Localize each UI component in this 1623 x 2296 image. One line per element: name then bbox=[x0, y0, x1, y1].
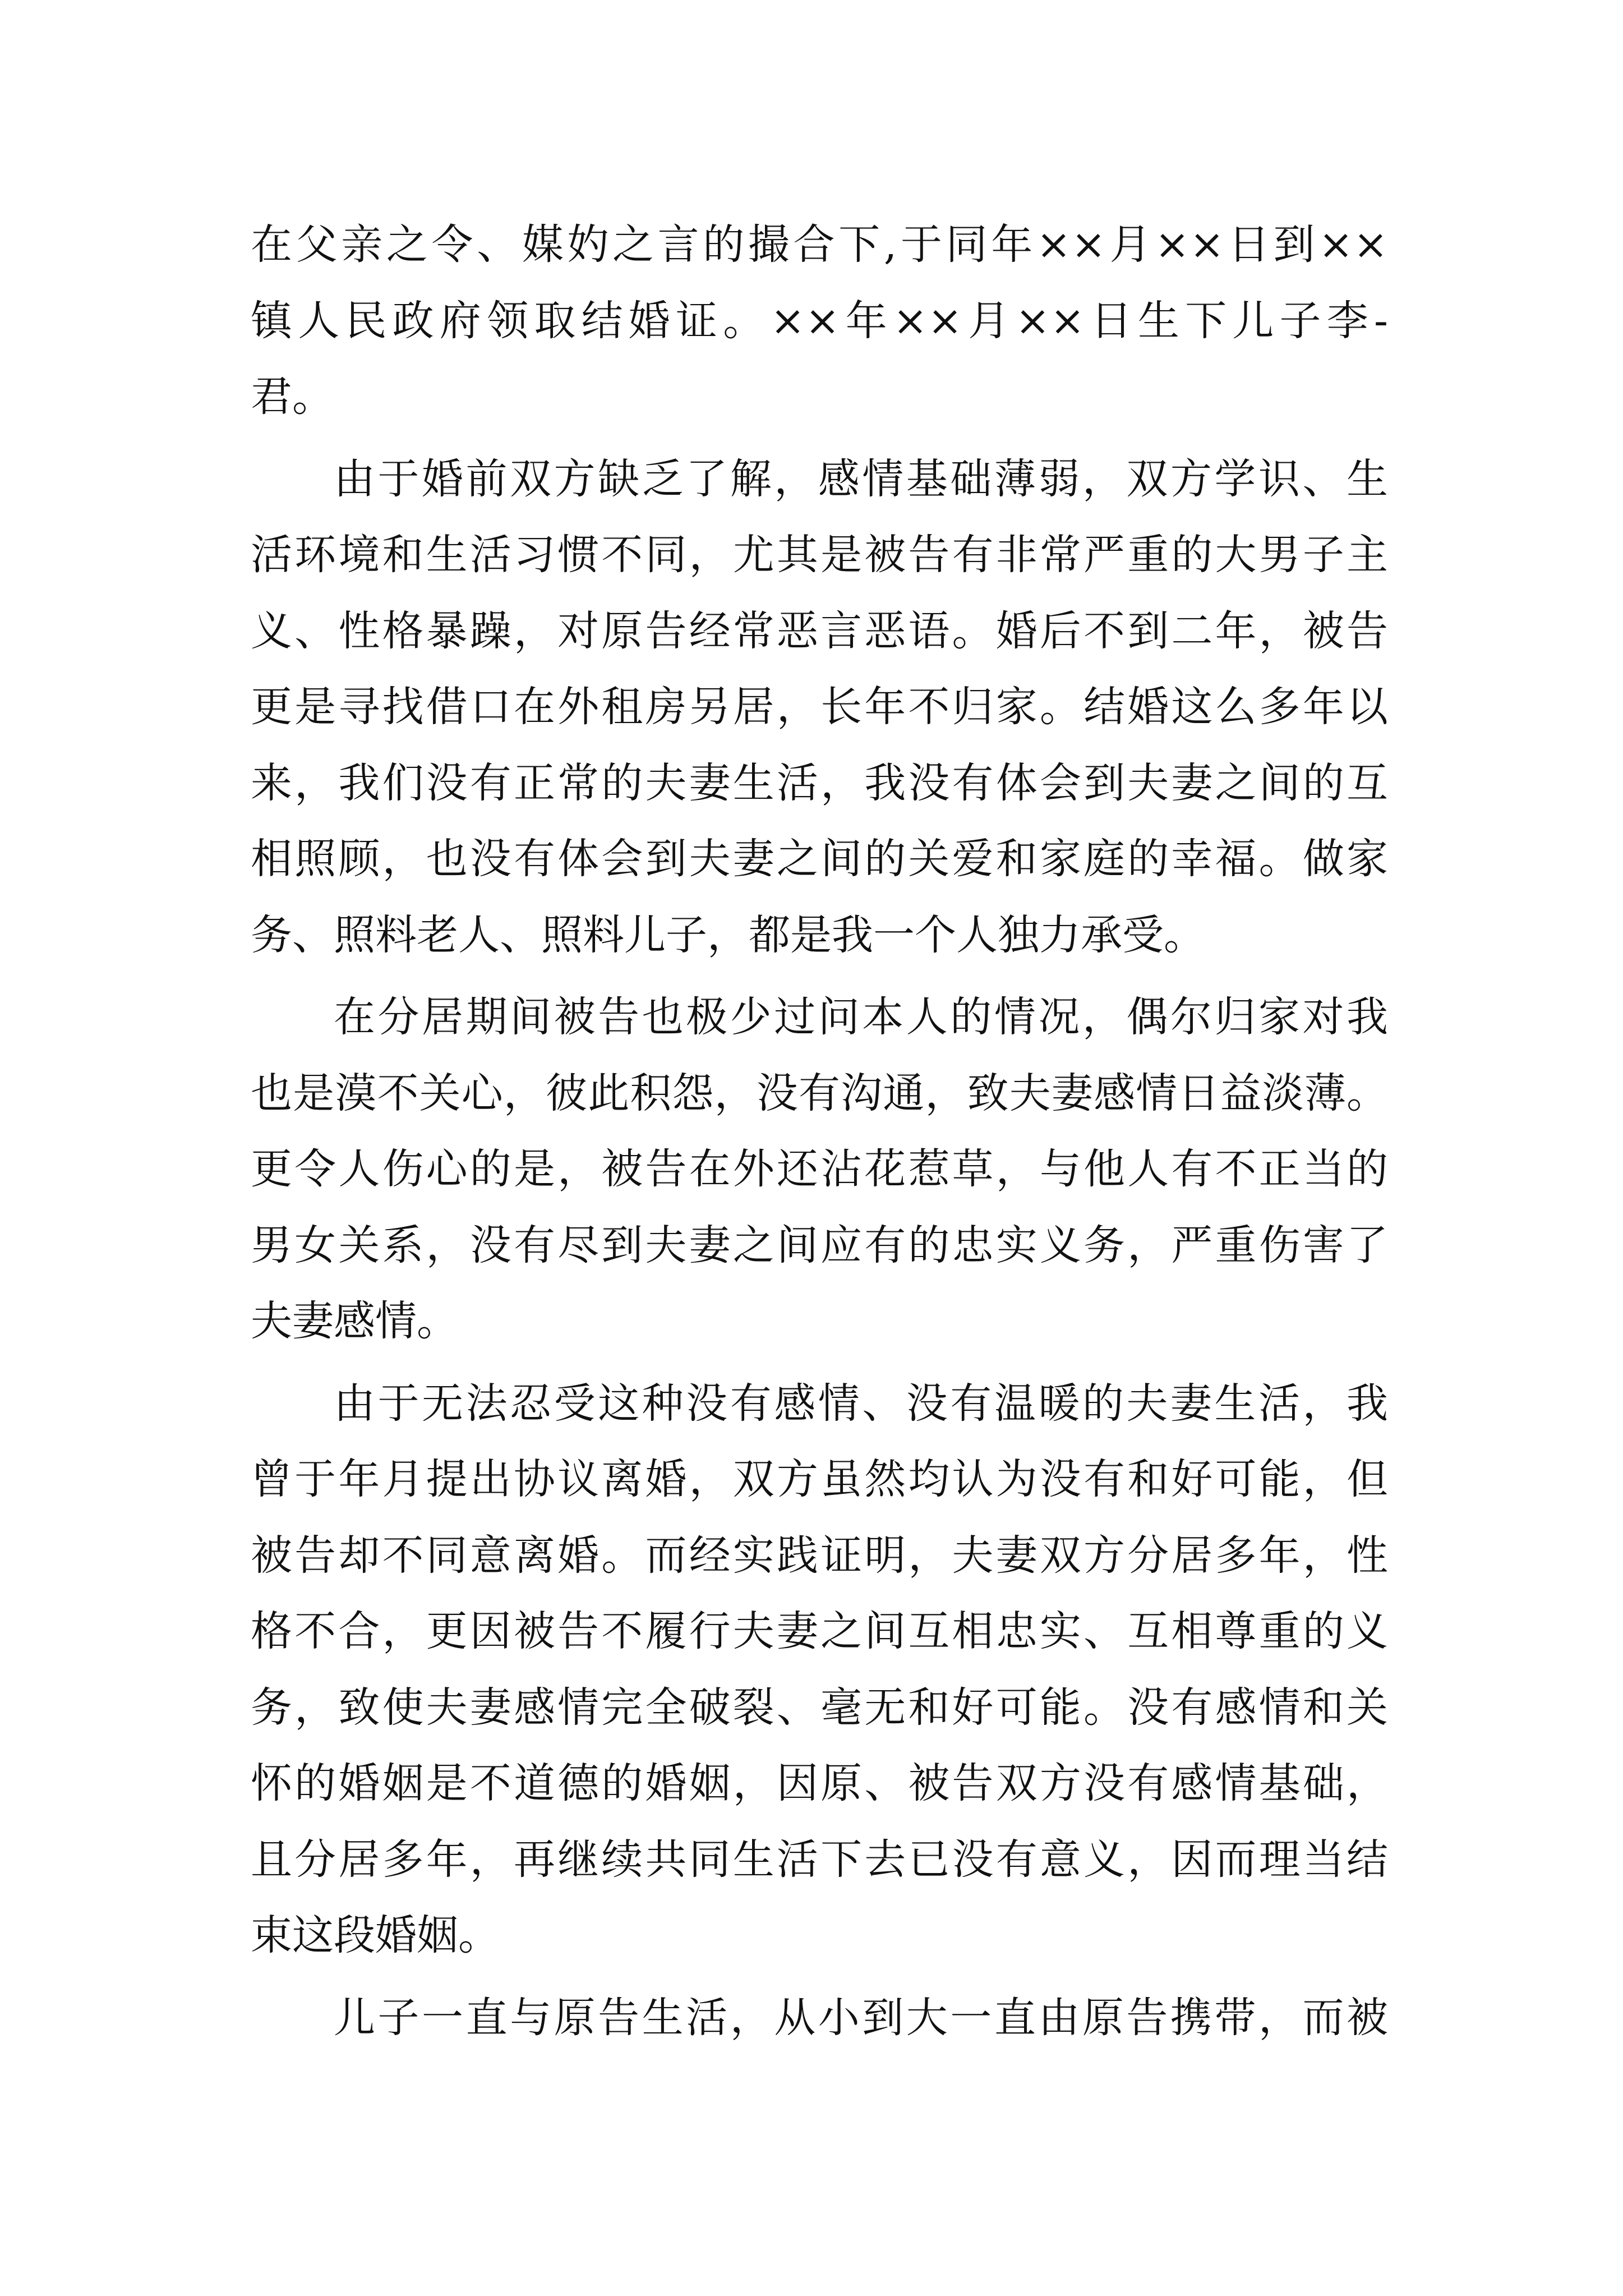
text-line: 怀的婚姻是不道德的婚姻，因原、被告双方没有感情基础， bbox=[251, 1759, 1388, 1807]
text-line: 相照顾，也没有体会到夫妻之间的关爱和家庭的幸福。做家 bbox=[251, 835, 1388, 883]
paragraph-5 bbox=[251, 1980, 1388, 2056]
text-line: 活环境和生活习惯不同，尤其是被告有非常严重的大男子主 bbox=[251, 531, 1388, 579]
text-line: 也是漠不关心，彼此积怨，没有沟通，致夫妻感情日益淡薄。 bbox=[251, 1069, 1388, 1117]
text-line: 由于婚前双方缺乏了解，感情基础薄弱，双方学识、生 bbox=[334, 454, 1388, 503]
text-line: 君。 bbox=[251, 372, 334, 421]
text-line: 格不合，更因被告不履行夫妻之间互相忠实、互相尊重的义 bbox=[251, 1607, 1388, 1655]
text-line: 更是寻找借口在外租房另居，长年不归家。结婚这么多年以 bbox=[251, 683, 1388, 731]
text-line: 曾于年月提出协议离婚，双方虽然均认为没有和好可能，但 bbox=[251, 1455, 1388, 1503]
text-line: 镇人民政府领取结婚证。××年××月××日生下儿子李- bbox=[251, 296, 1388, 345]
text-line: 夫妻感情。 bbox=[251, 1297, 458, 1345]
text-line: 在分居期间被告也极少过问本人的情况，偶尔归家对我 bbox=[334, 993, 1388, 1041]
text-line: 义、性格暴躁，对原告经常恶言恶语。婚后不到二年，被告 bbox=[251, 606, 1388, 655]
paragraph-3 bbox=[251, 979, 1388, 1360]
text-line: 男女关系，没有尽到夫妻之间应有的忠实义务，严重伤害了 bbox=[251, 1221, 1388, 1269]
text-line: 务、照料老人、照料儿子，都是我一个人独力承受。 bbox=[251, 910, 1205, 959]
document-body bbox=[251, 207, 1388, 2062]
text-line: 且分居多年，再继续共同生活下去已没有意义，因而理当结 bbox=[251, 1835, 1388, 1884]
text-line: 更令人伤心的是，被告在外还沾花惹草，与他人有不正当的 bbox=[251, 1145, 1388, 1193]
text-line: 被告却不同意离婚。而经实践证明，夫妻双方分居多年，性 bbox=[251, 1531, 1388, 1580]
text-line: 务，致使夫妻感情完全破裂、毫无和好可能。没有感情和关 bbox=[251, 1683, 1388, 1732]
paragraph-4 bbox=[251, 1366, 1388, 1974]
paragraph-1 bbox=[251, 207, 1388, 435]
paragraph-2 bbox=[251, 441, 1388, 974]
text-line: 在父亲之令、媒妁之言的撮合下,于同年××月××日到×× bbox=[251, 220, 1388, 269]
text-line: 儿子一直与原告生活，从小到大一直由原告携带，而被 bbox=[334, 1993, 1388, 2042]
text-line: 束这段婚姻。 bbox=[251, 1911, 500, 1959]
text-line: 来，我们没有正常的夫妻生活，我没有体会到夫妻之间的互 bbox=[251, 758, 1388, 807]
text-line: 由于无法忍受这种没有感情、没有温暖的夫妻生活，我 bbox=[334, 1379, 1388, 1428]
